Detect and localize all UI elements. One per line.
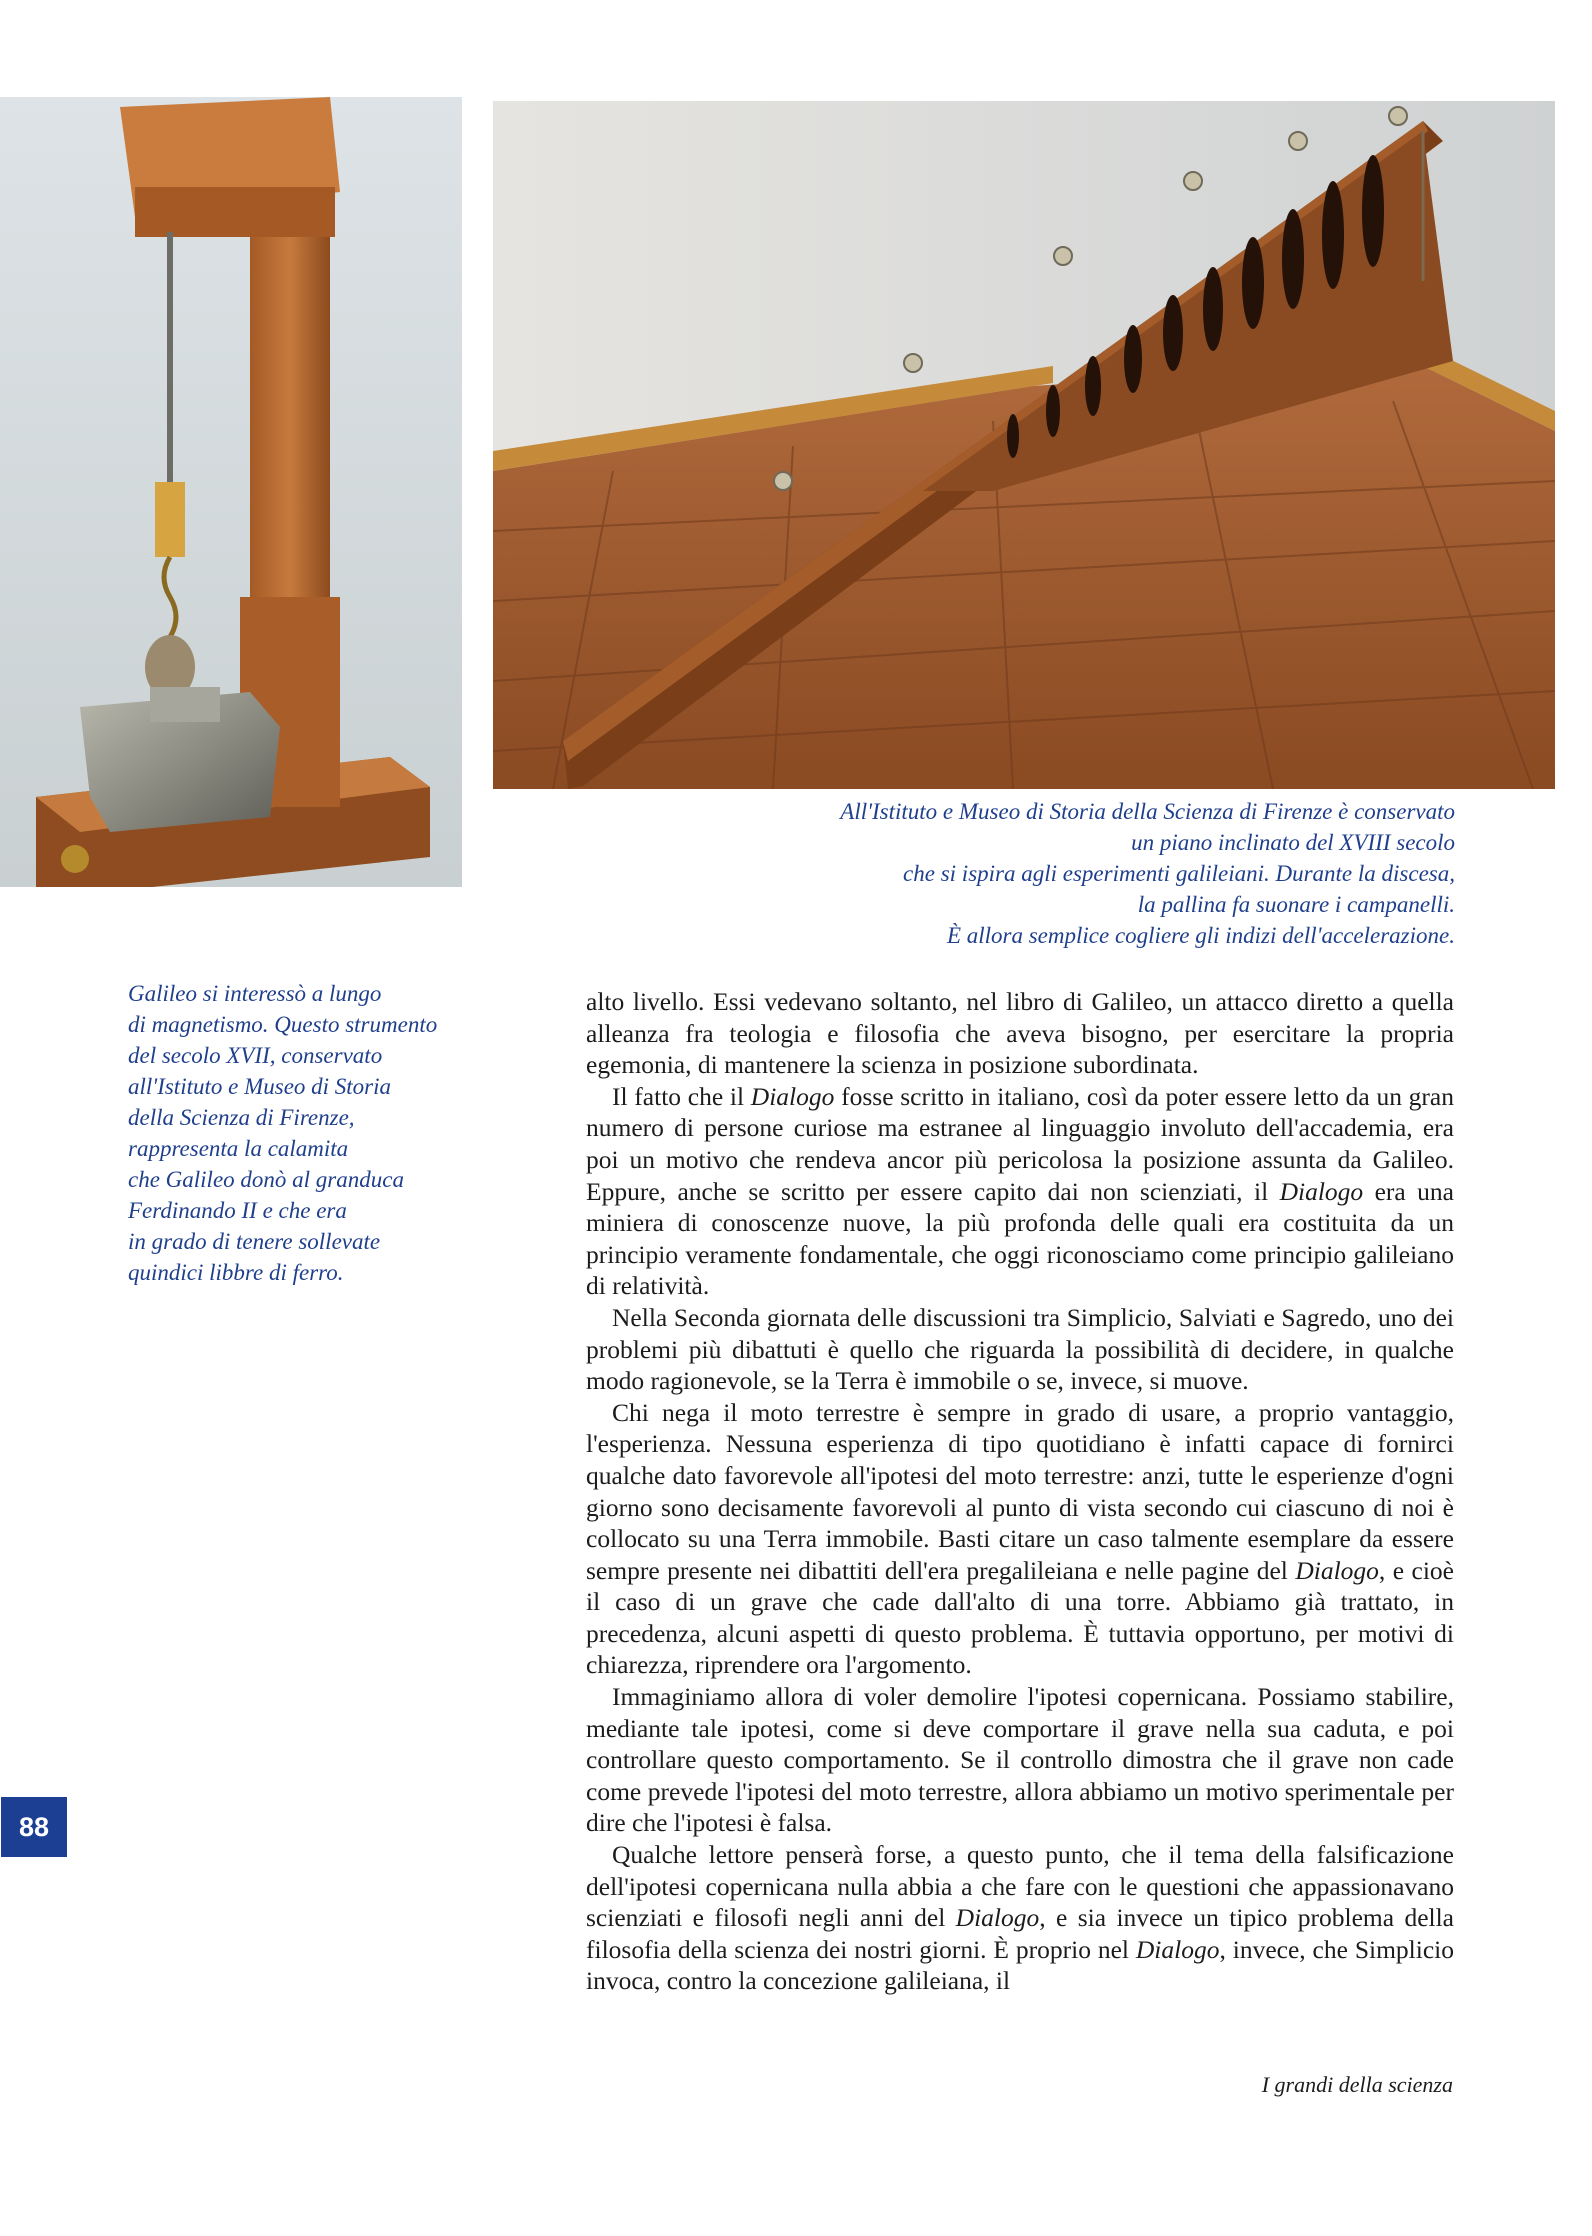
article-body xyxy=(586,986,1454,1997)
caption-line: All'Istituto e Museo di Storia della Scienza di Firenze è conservato xyxy=(840,799,1455,824)
caption-line: in grado di tenere sollevate xyxy=(128,1229,381,1254)
caption-line: Ferdinando II e che era xyxy=(128,1198,347,1223)
caption-line: che Galileo donò al granduca xyxy=(128,1167,404,1192)
paragraph: Il fatto che il Dialogo fosse scritto in italiano, così da poter essere letto da un gran numero di persone curiose ma estranee al linguaggio involuto dell'accademia, era poi un motivo che rendeva ancor più pericolosa la posizione assunta da Galileo. Eppure, anche se scritto per essere capito dai non scienziati, il Dialogo era una miniera di conoscenze nuove, la più profonda delle quali era costituita da un principio veramente fondamentale, che oggi riconosciamo come principio galileiano di relatività. xyxy=(586,1081,1454,1301)
paragraph: alto livello. Essi vedevano soltanto, nel libro di Galileo, un attacco diretto a quella alleanza fra teologia e filosofia che aveva bisogno, per esercitare la propria egemonia, di mantenere la scienza in posizione subordinata. xyxy=(586,987,1454,1080)
paragraph: Nella Seconda giornata delle discussioni tra Simplicio, Salviati e Sagredo, uno dei problemi più dibattuti è quello che riguarda la possibilità di decidere, in qualche modo ragionevole, se la Terra è immobile o se, invece, si muove. xyxy=(586,1302,1454,1396)
lodestone-caption xyxy=(128,978,448,1288)
lodestone-photo xyxy=(0,97,462,887)
caption-line: rappresenta la calamita xyxy=(128,1136,349,1161)
paragraph: Qualche lettore penserà forse, a questo punto, che il tema della falsificazione dell'ipotesi copernicana nulla abbia a che fare con le questioni che appassionavano scienziati e filosofi negli anni del Dialogo, e sia invece un tipico problema della filosofia della scienza dei nostri giorni. È proprio nel Dialogo, invece, che Simplicio invoca, contro la concezione galileiana, il xyxy=(586,1840,1455,1996)
running-footer: I grandi della scienza xyxy=(1261,2072,1453,2097)
caption-line: la pallina fa suonare i campanelli. xyxy=(1137,892,1455,917)
caption-line: un piano inclinato del XVIII secolo xyxy=(1131,830,1455,855)
paragraph: Chi nega il moto terrestre è sempre in grado di usare, a proprio vantaggio, l'esperienza. Nessuna esperienza di tipo quotidiano è infatti capace di fornirci qualche dato favorevole all'ipotesi del moto terrestre: anzi, tutte le esperienze d'ogni giorno sono decisamente favorevoli al punto di vista secondo cui ciascuno di noi è collocato su una Terra immobile. Basti citare un caso talmente esemplare da essere sempre presente nei dibattiti dell'era pregalileiana e nelle pagine del Dialogo, e cioè il caso di un grave che cade dall'alto di una torre. Abbiamo già trattato, in precedenza, alcuni aspetti di questo problema. È tuttavia opportuno, per motivi di chiarezza, riprendere ora l'argomento. xyxy=(586,1397,1454,1680)
caption-line: quindici libbre di ferro. xyxy=(128,1260,344,1285)
paragraph: Immaginiamo allora di voler demolire l'ipotesi copernicana. Possiamo stabilire, mediante tale ipotesi, come si deve comportare il grave nella sua caduta, e poi controllare questo comportamento. Se il controllo dimostra che il grave non cade come prevede l'ipotesi del moto terrestre, allora abbiamo un motivo sperimentale per dire che l'ipotesi è falsa. xyxy=(586,1682,1454,1838)
caption-line: del secolo XVII, conservato xyxy=(128,1043,383,1068)
caption-line: Galileo si interessò a lungo xyxy=(128,981,382,1006)
caption-line: che si ispira agli esperimenti galileiani. Durante la discesa, xyxy=(903,861,1455,886)
inclined-plane-illustration xyxy=(493,101,1555,789)
page-number: 88 xyxy=(1,1797,67,1857)
inclined-plane-caption xyxy=(620,796,1455,951)
caption-line: della Scienza di Firenze, xyxy=(128,1105,355,1130)
lodestone-illustration xyxy=(0,97,462,887)
caption-line: È allora semplice cogliere gli indizi dell'accelerazione. xyxy=(946,923,1455,948)
caption-line: di magnetismo. Questo strumento xyxy=(128,1012,438,1037)
inclined-plane-photo xyxy=(493,101,1555,789)
caption-line: all'Istituto e Museo di Storia xyxy=(128,1074,392,1099)
